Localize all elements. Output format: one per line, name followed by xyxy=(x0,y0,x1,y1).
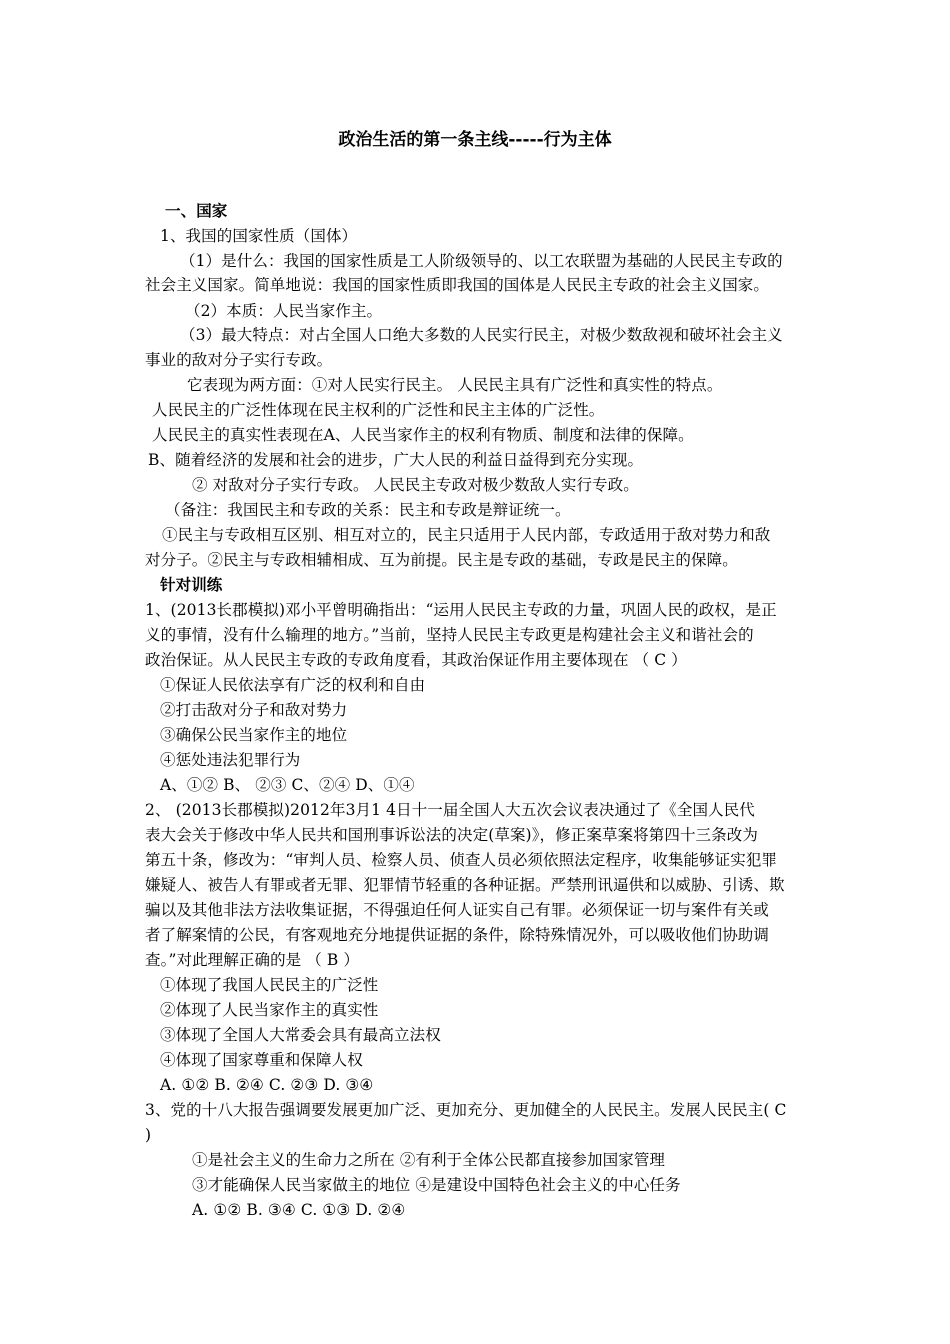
option-line: ②打击敌对分子和敌对势力 xyxy=(160,701,348,719)
question-line: 3、党的十八大报告强调要发展更加广泛、更加充分、更加健全的人民民主。发展人民民主( C xyxy=(145,1101,787,1119)
section-heading: 一、国家 xyxy=(165,202,228,220)
question-line: 第五十条，修改为：“审判人员、检察人员、侦查人员必须依照法定程序，收集能够证实犯罪 xyxy=(145,851,778,869)
subsection-heading: 1、我国的国家性质（国体） xyxy=(160,227,358,245)
option-line: ③确保公民当家作主的地位 xyxy=(160,726,348,744)
question-line: 查。”对此理解正确的是 （ B ） xyxy=(145,951,360,969)
paragraph-line: （2）本质：人民当家作主。 xyxy=(185,302,383,320)
question-line: 骗以及其他非法方法收集证据，不得强迫任何人证实自己有罪。必须保证一切与案件有关或 xyxy=(145,901,770,919)
question-line: 1、(2013长郡模拟)邓小平曾明确指出：“运用人民民主专政的力量，巩固人民的政权，是正 xyxy=(145,601,777,619)
page-title: 政治生活的第一条主线-----行为主体 xyxy=(338,130,612,150)
option-line: ①是社会主义的生命力之所在 ②有利于全体公民都直接参加国家管理 xyxy=(192,1151,666,1169)
question-line: 嫌疑人、被告人有罪或者无罪、犯罪情节轻重的各种证据。严禁刑讯逼供和以威胁、引诱、欺 xyxy=(145,876,785,894)
paragraph-line: 人民民主的真实性表现在A、人民当家作主的权利有物质、制度和法律的保障。 xyxy=(152,426,694,444)
option-line: ③才能确保人民当家做主的地位 ④是建设中国特色社会主义的中心任务 xyxy=(192,1176,681,1194)
option-line: ④惩处违法犯罪行为 xyxy=(160,751,301,769)
paragraph-line: （1）是什么：我国的国家性质是工人阶级领导的、以工农联盟为基础的人民民主专政的 xyxy=(180,252,783,270)
option-line: ①体现了我国人民民主的广泛性 xyxy=(160,976,379,994)
paragraph-line: 它表现为两方面：①对人民实行民主。 人民民主具有广泛性和真实性的特点。 xyxy=(187,376,723,394)
answer-choices: A. ①② B. ③④ C. ①③ D. ②④ xyxy=(192,1201,406,1219)
question-line: 政治保证。从人民民主专政的专政角度看，其政治保证作用主要体现在 （ C ） xyxy=(145,651,687,669)
paragraph-line: ①民主与专政相互区别、相互对立的，民主只适用于人民内部，专政适用于敌对势力和敌 xyxy=(162,526,771,544)
option-line: ③体现了全国人大常委会具有最高立法权 xyxy=(160,1026,441,1044)
option-line: ①保证人民依法享有广泛的权利和自由 xyxy=(160,676,426,694)
question-line: 表大会关于修改中华人民共和国刑事诉讼法的决定(草案)》，修正案草案将第四十三条改为 xyxy=(145,826,758,844)
paragraph-line: 人民民主的广泛性体现在民主权利的广泛性和民主主体的广泛性。 xyxy=(152,401,605,419)
question-line: ) xyxy=(145,1126,152,1144)
paragraph-line: （3）最大特点：对占全国人口绝大多数的人民实行民主，对极少数敌视和破坏社会主义 xyxy=(180,326,783,344)
question-line: 义的事情，没有什么输理的地方。”当前，坚持人民民主专政更是构建社会主义和谐社会的 xyxy=(145,626,754,644)
paragraph-line: （备注：我国民主和专政的关系：民主和专政是辩证统一。 xyxy=(165,501,571,519)
paragraph-line: ② 对敌对分子实行专政。 人民民主专政对极少数敌人实行专政。 xyxy=(192,476,639,494)
question-line: 2、 (2013长郡模拟)2012年3月1 4日十一届全国人大五次会议表决通过了《全国人民代 xyxy=(145,801,755,819)
paragraph-line: 事业的敌对分子实行专政。 xyxy=(145,351,333,369)
answer-choices: A、①② B、 ②③ C、②④ D、①④ xyxy=(160,776,415,794)
paragraph-line: B、随着经济的发展和社会的进步，广大人民的利益日益得到充分实现。 xyxy=(148,451,644,469)
paragraph-line: 社会主义国家。简单地说：我国的国家性质即我国的国体是人民民主专政的社会主义国家。 xyxy=(145,276,770,294)
option-line: ②体现了人民当家作主的真实性 xyxy=(160,1001,379,1019)
paragraph-line: 对分子。②民主与专政相辅相成、互为前提。民主是专政的基础，专政是民主的保障。 xyxy=(145,551,738,569)
practice-heading: 针对训练 xyxy=(160,576,223,594)
question-line: 者了解案情的公民，有客观地充分地提供证据的条件，除特殊情况外，可以吸收他们协助调 xyxy=(145,926,770,944)
option-line: ④体现了国家尊重和保障人权 xyxy=(160,1051,363,1069)
answer-choices: A. ①② B. ②④ C. ②③ D. ③④ xyxy=(160,1076,374,1094)
